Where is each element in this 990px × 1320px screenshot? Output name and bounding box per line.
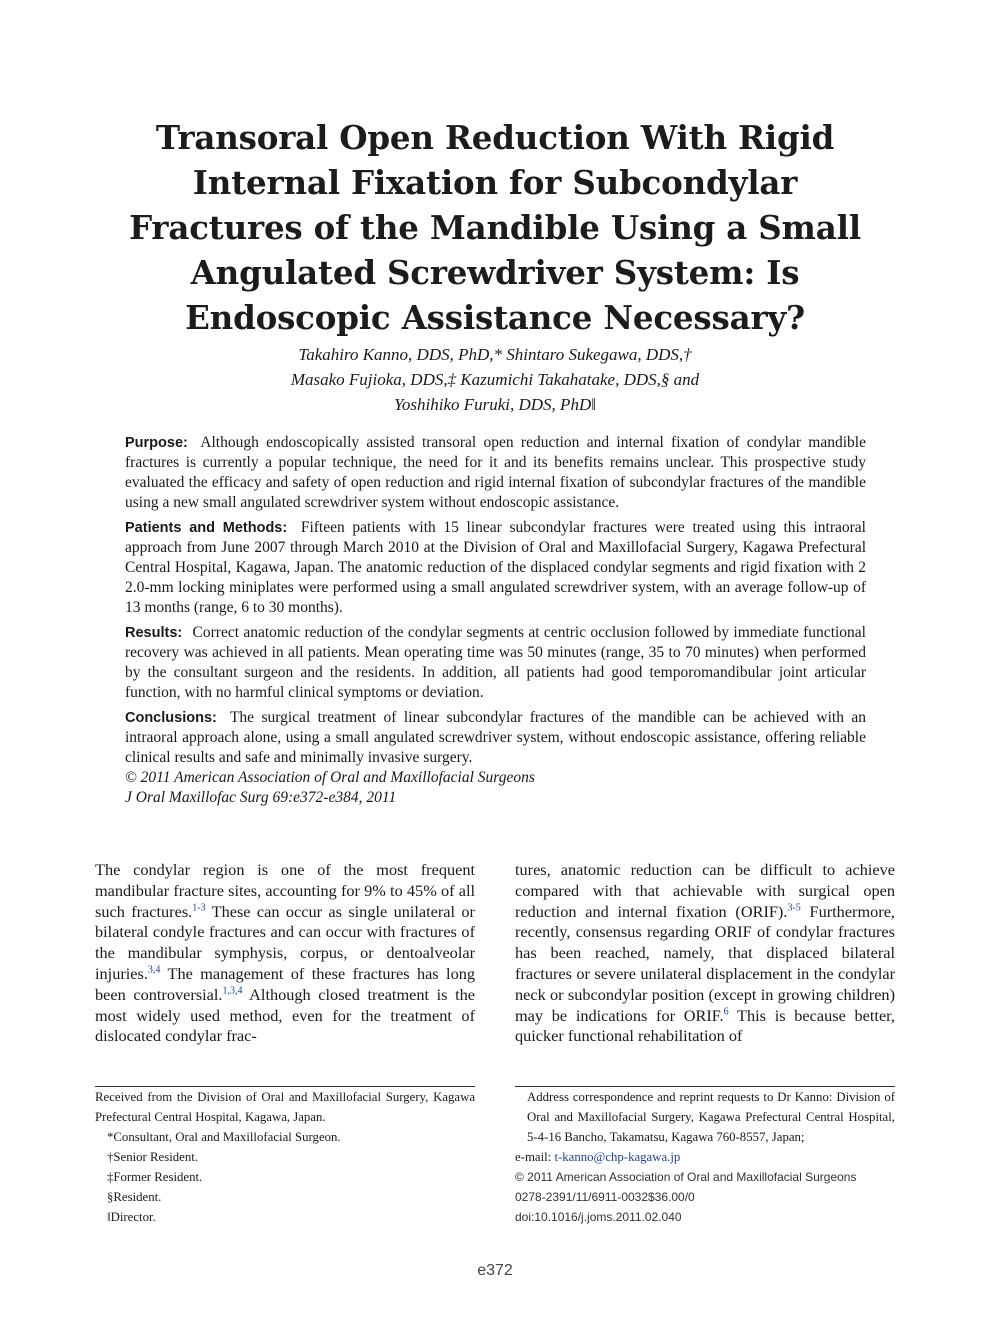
body-text: The management of these fractures has long been controversial. — [95, 963, 475, 1004]
body-text: The condylar region is one of the most frequent mandibular fracture sites, accounting for 9% to 45% of all such fractures. — [95, 860, 475, 921]
body-text: These can occur as single unilateral or bilateral condyle fractures and can occur with fractures of the mandibular symphysis, corpus, or dentoalveolar injuries. — [95, 901, 475, 983]
footnote: §Resident. — [107, 1190, 162, 1204]
abstract-conclusions — [125, 708, 866, 768]
affiliation-footnotes — [95, 1086, 475, 1227]
abstract-results — [125, 623, 866, 703]
purpose-label: Purpose: — [125, 435, 188, 451]
body-text: Although closed treatment is the most widely used method, even for the treatment of dislocated condylar frac- — [95, 984, 476, 1046]
body-text: This is because better, quicker functional rehabilitation of — [515, 1005, 896, 1046]
title-line: Transoral Open Reduction With Rigid — [155, 118, 835, 157]
body-column-right — [515, 860, 895, 1047]
abstract-methods — [125, 518, 866, 618]
title-line: Fractures of the Mandible Using a Small — [129, 208, 861, 247]
doi-link[interactable]: doi:10.1016/j.joms.2011.02.040 — [515, 1210, 682, 1224]
abstract-purpose — [125, 433, 866, 513]
reference-link[interactable]: 6 — [723, 1006, 729, 1018]
email-link[interactable]: t-kanno@chp-kagawa.jp — [554, 1150, 681, 1164]
author-list — [110, 342, 880, 417]
conclusions-label: Conclusions: — [125, 710, 217, 726]
issn-note: 0278-2391/11/6911-0032$36.00/0 — [515, 1190, 695, 1204]
body-text: Furthermore, recently, consensus regarding ORIF of condylar fractures has been reached, namely, that displaced bilateral fractures or severe unilateral displacement in the condylar neck or subcondylar position (except in growing children) may be indications for ORIF. — [515, 901, 895, 1025]
title-line: Internal Fixation for Subcondylar — [192, 163, 798, 202]
reference-link[interactable]: 1,3,4 — [222, 985, 243, 997]
correspondence-footnotes — [515, 1086, 895, 1227]
received-note: Received from the Division of Oral and Maxillofacial Surgery, Kagawa Prefectural Central Hospital, Kagawa, Japan. — [95, 1090, 475, 1124]
article-title — [110, 115, 880, 340]
footnote: ‖Director. — [107, 1210, 156, 1224]
email-line — [515, 1147, 895, 1167]
abstract-copyright: © 2011 American Association of Oral and Maxillofacial Surgeons — [125, 769, 535, 786]
body-column-left — [95, 860, 475, 1047]
author-line: Takahiro Kanno, DDS, PhD,* Shintaro Sukegawa, DDS,† — [298, 345, 692, 364]
title-line: Angulated Screwdriver System: Is — [190, 253, 800, 292]
methods-label: Patients and Methods: — [125, 520, 288, 536]
copyright-note: © 2011 American Association of Oral and Maxillofacial Surgeons — [515, 1170, 857, 1184]
footnote: ‡Former Resident. — [107, 1170, 203, 1184]
methods-text: Fifteen patients with 15 linear subcondylar fractures were treated using this intraoral approach from June 2007 through March 2010 at the Division of Oral and Maxillofacial Surgery, Kagawa Prefectural Central Hospital, Kagawa, Japan. The anatomic reduction of the displaced condylar segments and rigid fixation with 2 2.0-mm locking miniplates were performed using a small angulated screwdriver system, with an average follow-up of 13 months (range, 6 to 30 months). — [125, 519, 866, 616]
reference-link[interactable]: 3,4 — [147, 964, 161, 976]
purpose-text: Although endoscopically assisted transoral open reduction and internal fixation of condylar mandible fractures is currently a popular technique, the need for it and its benefits remains unclear. This prospective study evaluated the efficacy and safety of open reduction and rigid internal fixation of subcondylar fractures of the mandible using a new small angulated screwdriver system without endoscopic assistance. — [125, 434, 866, 511]
results-label: Results: — [125, 625, 183, 641]
footnote: †Senior Resident. — [107, 1150, 198, 1164]
address-note: Address correspondence and reprint requests to Dr Kanno: Division of Oral and Maxillofacial Surgery, Kagawa Prefectural Central Hospital, 5-4-16 Bancho, Takamatsu, Kagawa 760-8557, Japan; — [527, 1090, 895, 1144]
conclusions-text: The surgical treatment of linear subcondylar fractures of the mandible can be achieved with an intraoral approach alone, using a small angulated screwdriver system, without endoscopic assistance, offering reliable clinical results and safe and minimally invasive surgery. — [125, 709, 866, 766]
page-number: e372 — [477, 1262, 513, 1279]
author-line: Masako Fujioka, DDS,‡ Kazumichi Takahatake, DDS,§ and — [290, 370, 700, 389]
footnote: *Consultant, Oral and Maxillofacial Surgeon. — [107, 1130, 341, 1144]
author-line: Yoshihiko Furuki, DDS, PhD‖ — [393, 395, 596, 414]
body-text: tures, anatomic reduction can be difficult to achieve compared with that achievable with surgical open reduction and internal fixation (ORIF). — [515, 860, 895, 921]
results-text: Correct anatomic reduction of the condylar segments at centric occlusion followed by immediate functional recovery was achieved in all patients. Mean operating time was 50 minutes (range, 35 to 70 minutes) when performed by the consultant surgeon and the residents. In addition, all patients had good temporomandibular joint articular function, with no harmful clinical symptoms or deviation. — [125, 624, 866, 701]
reference-link[interactable]: 1-3 — [192, 902, 206, 914]
reference-link[interactable]: 3-5 — [787, 902, 801, 914]
email-label: e-mail: — [515, 1150, 555, 1164]
journal-citation: J Oral Maxillofac Surg 69:e372-e384, 2011 — [125, 789, 397, 806]
abstract — [125, 433, 866, 808]
title-line: Endoscopic Assistance Necessary? — [185, 298, 805, 337]
